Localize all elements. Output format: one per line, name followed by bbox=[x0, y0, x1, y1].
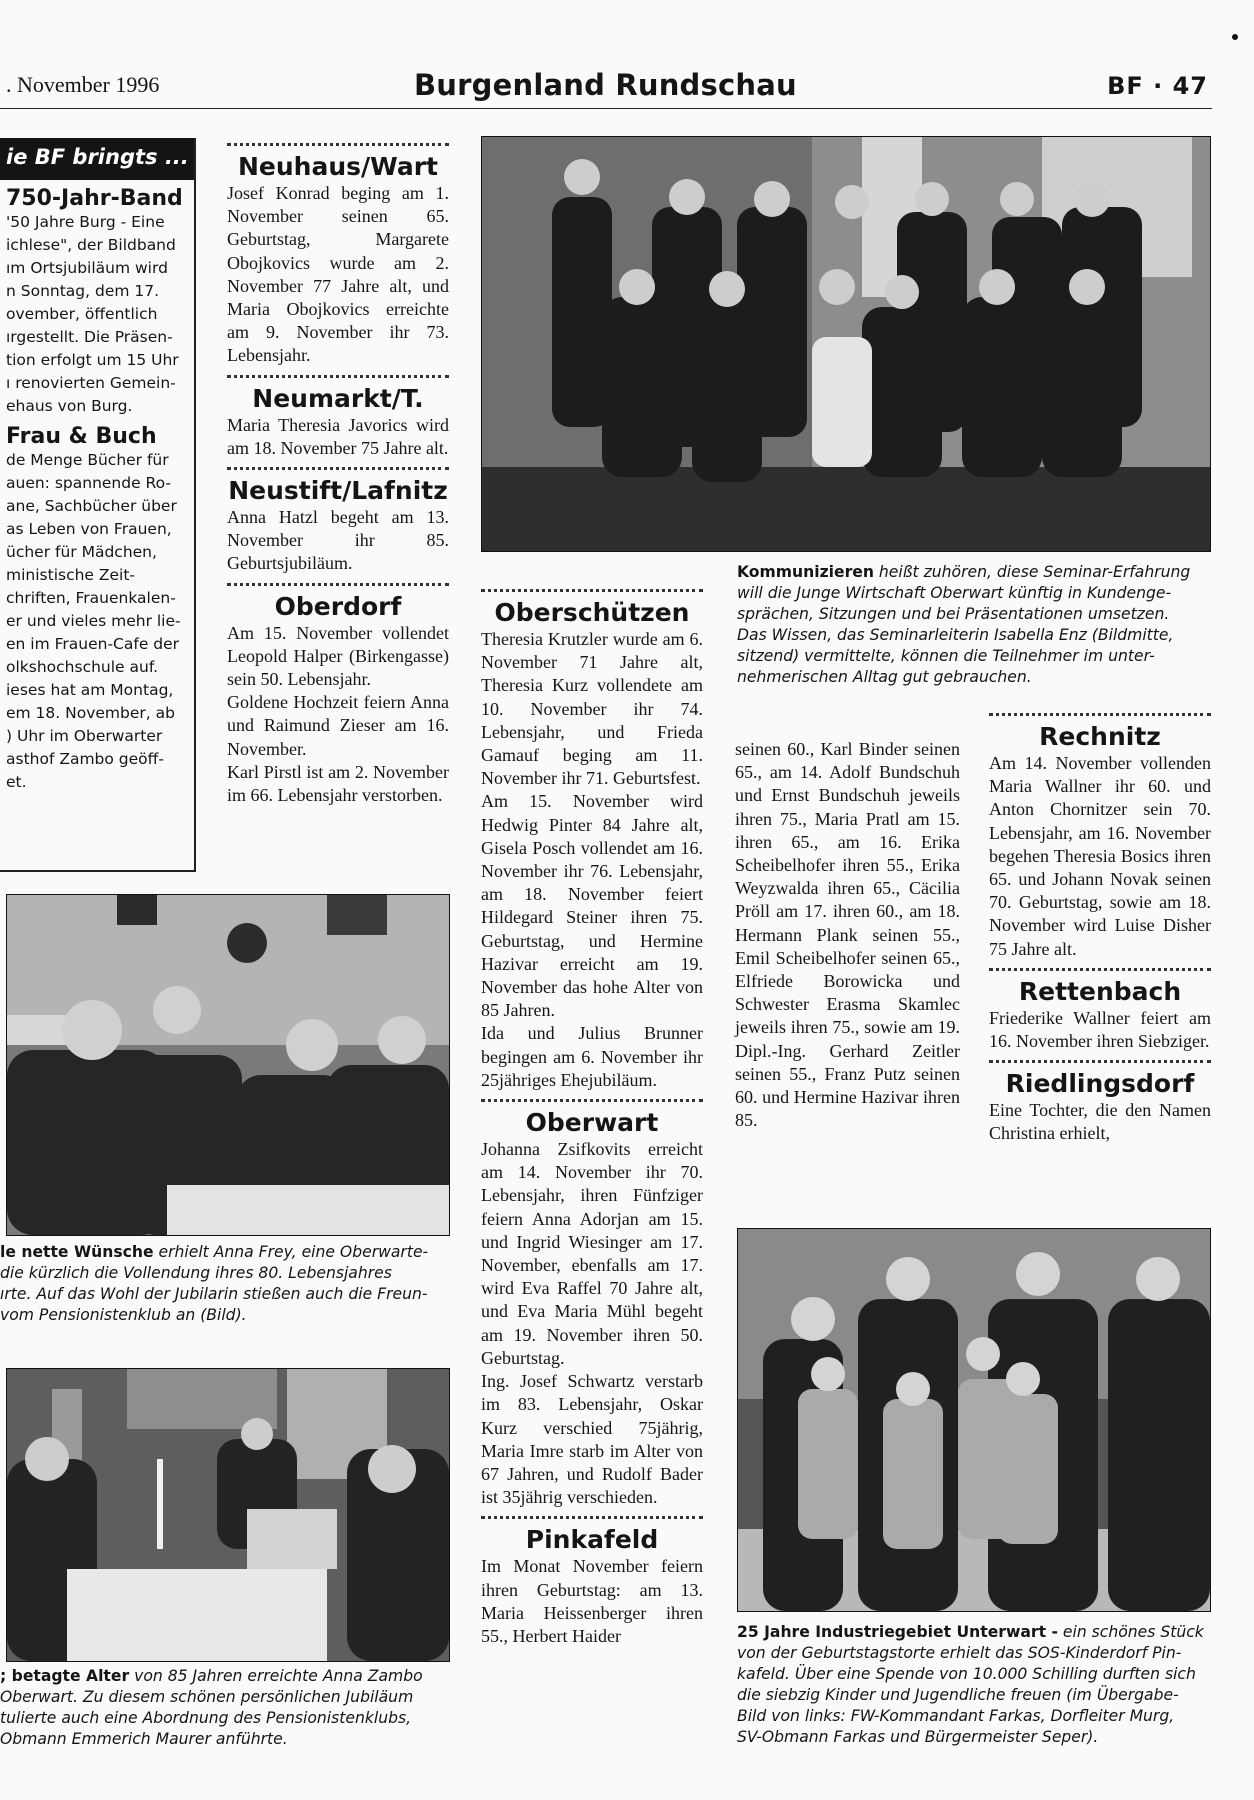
zambo-caption-line: von 85 Jahren erreichte Anna Zambo bbox=[129, 1667, 423, 1685]
sidebar-text-line: ım Ortsjubiläum wird bbox=[6, 259, 168, 277]
seminar-caption-lead: Kommunizieren bbox=[737, 563, 874, 581]
sidebar-text-line: ovember, öffentlich bbox=[6, 305, 158, 323]
sidebar-text-line: ) Uhr im Oberwarter bbox=[6, 727, 163, 745]
dotted-separator bbox=[481, 589, 703, 592]
column-birthdays-3 bbox=[735, 738, 960, 1132]
industrie-caption-line: von der Geburtstagstorte erhielt das SOS-Kinderdorf Pin- bbox=[737, 1644, 1182, 1662]
industrie-caption-line: kafeld. Über eine Spende von 10.000 Schilling durften sich bbox=[737, 1665, 1196, 1683]
sidebar-text-line: '50 Jahre Burg - Eine bbox=[6, 213, 165, 231]
sidebar-text-line: ministische Zeit- bbox=[6, 566, 136, 584]
notice-paragraph: Anna Hatzl begeht am 13. November ihr 85. Geburtsjubiläum. bbox=[227, 507, 449, 574]
frey-caption-lead: le nette Wünsche bbox=[0, 1243, 154, 1261]
frey-caption bbox=[0, 1242, 455, 1326]
sidebar-text-line: ücher für Mädchen, bbox=[6, 543, 157, 561]
frey-caption-line: vom Pensionistenklub an (Bild). bbox=[0, 1306, 247, 1324]
seminar-caption bbox=[737, 562, 1213, 688]
sidebar-text-line: olkshochschule auf. bbox=[6, 658, 159, 676]
sidebar-section-title: 750-Jahr-Band bbox=[6, 186, 183, 211]
notice-paragraph: Theresia Krutzler wurde am 6. November 71 Jahre alt, Theresia Kurz vollendete am 10. November ihr 74. Lebensjahr, und Frieda Gamauf beging am 11. November ihr 71. Geburtsfest. bbox=[481, 629, 703, 789]
sidebar-text-line: er und vieles mehr lie- bbox=[6, 612, 181, 630]
industrie-caption-line: SV-Obmann Farkas und Bürgermeister Seper). bbox=[737, 1728, 1099, 1746]
notice-paragraph: Am 15. November vollendet Leopold Halper (Birkengasse) sein 50. Lebensjahr. bbox=[227, 622, 449, 690]
page-number: BF · 47 bbox=[1107, 72, 1208, 100]
notice-paragraph: Ing. Josef Schwartz verstarb im 83. Lebensjahr, Oskar Kurz verschied 75jährig, Maria Imre starb im Alter von 67 Jahren, und Rudolf Bader ist 35jährig verschieden. bbox=[481, 1371, 703, 1508]
dotted-separator bbox=[227, 467, 449, 470]
place-heading: Riedlingsdorf bbox=[1005, 1069, 1195, 1099]
column-birthdays-4 bbox=[989, 706, 1211, 1146]
industrie-caption-line: ein schönes Stück bbox=[1057, 1623, 1204, 1641]
zambo-caption bbox=[0, 1666, 455, 1750]
place-heading: Neuhaus/Wart bbox=[238, 152, 438, 181]
industrie-caption bbox=[737, 1622, 1213, 1748]
sidebar-text-line: auen: spannende Ro- bbox=[6, 474, 171, 492]
notice-paragraph: Im Monat November feiern ihren Geburtstag: am 13. Maria Heissenberger ihren 55., Herbert Haider bbox=[481, 1556, 703, 1646]
notice-paragraph: Maria Theresia Javorics wird am 18. November 75 Jahre alt. bbox=[227, 414, 449, 458]
column-birthdays-2 bbox=[481, 582, 703, 1648]
seminar-caption-line: will die Junge Wirtschaft Oberwart künftig in Kundenge- bbox=[737, 584, 1172, 602]
sidebar-text-line: et. bbox=[6, 773, 27, 791]
dotted-separator bbox=[989, 713, 1211, 716]
sidebar-heading: ie BF bringts ... bbox=[0, 138, 194, 180]
sidebar-text-line: em 18. November, ab bbox=[6, 704, 175, 722]
notice-paragraph: Friederike Wallner feiert am 16. November ihren Siebziger. bbox=[989, 1007, 1211, 1052]
zambo-caption-line: Oberwart. Zu diesem schönen persönlichen Jubiläum bbox=[0, 1688, 414, 1706]
sidebar-text-line: ieses hat am Montag, bbox=[6, 681, 174, 699]
notice-paragraph: Johanna Zsifkovits erreicht am 14. November ihr 70. Lebensjahr, ihren Fünfziger feiern Anna Adorjan am 15. und Ingrid Wiesinger am 17. November, ebenfalls am 17. wird Eva Raffel 70 Jahre alt, und Eva Maria Mühl begeht am 19. November ihren 50. Geburtstag. bbox=[481, 1139, 703, 1368]
notice-paragraph: Josef Konrad beging am 1. November seinen 65. Geburtstag, Margarete Obojkovics wurde am 2. November 77 Jahre alt, und Maria Obojkovics erreichte am 9. November ihr 73. Lebensjahr. bbox=[227, 183, 449, 366]
sidebar-section-title: Frau & Buch bbox=[6, 424, 157, 449]
dotted-separator bbox=[227, 375, 449, 378]
issue-date: . November 1996 bbox=[6, 72, 160, 97]
notice-paragraph: seinen 60., Karl Binder seinen 65., am 14. Adolf Bundschuh und Ernst Bundschuh jeweils ihren 75., Maria Pratl am 15. ihren 65., am 16. Erika Scheibelhofer ihren 55., Erika Weyzwalda ihren 65., Cäcilia Pröll am 17. ihren 60., am 18. Hermann Plank seinen 55., Emil Scheibelhofer seinen 65., Elfriede Borowicka und Schwester Erasma Skamlec jeweils ihren 75., sowie am 19. Dipl.-Ing. Gerhard Zeitler seinen 55., Franz Putz seinen 60. und Hermine Hazivar ihren 85. bbox=[735, 739, 960, 1131]
dotted-separator bbox=[481, 1516, 703, 1519]
place-heading: Rechnitz bbox=[1039, 722, 1161, 751]
place-heading: Oberschützen bbox=[494, 598, 690, 627]
sidebar-box bbox=[0, 138, 196, 872]
sidebar-text-line: chriften, Frauenkalen- bbox=[6, 589, 176, 607]
zambo-caption-line: tulierte auch eine Abordnung des Pensionistenklubs, bbox=[0, 1709, 412, 1727]
industriegebiet-photo bbox=[737, 1228, 1211, 1612]
sidebar-text-line: ichlese", der Bildband bbox=[6, 236, 176, 254]
sidebar-text-line: ehaus von Burg. bbox=[6, 397, 133, 415]
sidebar-text-line: n Sonntag, dem 17. bbox=[6, 282, 160, 300]
notice-paragraph: Am 15. November wird Hedwig Pinter 84 Jahre alt, Gisela Posch vollendet am 16. November ihr 76. Lebensjahr, am 18. November feiert Hildegard Steiner ihren 75. Geburtstag, und Hermine Hazivar erreicht am 19. November das hohe Alter von 85 Jahren. bbox=[481, 791, 703, 1021]
notice-paragraph: Karl Pirstl ist am 2. November im 66. Lebensjahr verstorben. bbox=[227, 761, 449, 806]
sidebar-text-line: en im Frauen-Cafe der bbox=[6, 635, 180, 653]
seminar-caption-line: sitzend) vermittelte, können die Teilnehmer im unter- bbox=[737, 647, 1155, 665]
place-heading: Rettenbach bbox=[1018, 976, 1182, 1006]
seminar-caption-line: heißt zuhören, diese Seminar-Erfahrung bbox=[873, 563, 1191, 581]
place-heading: Neustift/Lafnitz bbox=[228, 476, 448, 506]
column-birthdays-1 bbox=[227, 136, 449, 807]
seminar-caption-line: nehmerischen Alltag gut gebrauchen. bbox=[737, 668, 1032, 686]
industrie-caption-line: die siebzig Kinder und Jugendliche freuen (im Übergabe- bbox=[737, 1686, 1179, 1704]
sidebar-text-line: asthof Zambo geöff- bbox=[6, 750, 164, 768]
anna-zambo-photo bbox=[6, 1368, 450, 1662]
industrie-caption-lead: 25 Jahre Industriegebiet Unterwart - bbox=[737, 1623, 1058, 1641]
newspaper-title: Burgenland Rundschau bbox=[414, 68, 797, 102]
scan-speck bbox=[1232, 34, 1238, 40]
dotted-separator bbox=[989, 968, 1211, 971]
sidebar-text-line: de Menge Bücher für bbox=[6, 451, 169, 469]
sidebar-text-line: as Leben von Frauen, bbox=[6, 520, 172, 538]
anna-frey-photo bbox=[6, 894, 450, 1236]
notice-paragraph: Ida und Julius Brunner begingen am 6. November ihr 25jähriges Ehejubiläum. bbox=[481, 1023, 703, 1090]
frey-caption-line: erhielt Anna Frey, eine Oberwarte- bbox=[153, 1243, 429, 1261]
sidebar-text-line: ı renovierten Gemein- bbox=[6, 374, 176, 392]
place-heading: Oberwart bbox=[525, 1108, 659, 1138]
notice-paragraph: Am 14. November vollenden Maria Wallner ihr 60. und Anton Chornitzer sein 70. Lebensjahr, am 16. November begehen Theresia Bosics ihren 65. und Johann Novak seinen 70. Geburtstag, sowie am 18. November wird Luise Disher 75 Jahre alt. bbox=[989, 753, 1211, 959]
seminar-caption-line: sprächen, Sitzungen und bei Präsentationen umsetzen. bbox=[737, 605, 1170, 623]
industrie-caption-line: Bild von links: FW-Kommandant Farkas, Dorfleiter Murg, bbox=[737, 1707, 1175, 1725]
notice-paragraph: Goldene Hochzeit feiern Anna und Raimund Zieser am 16. November. bbox=[227, 692, 449, 759]
sidebar-text-line: tion erfolgt um 15 Uhr bbox=[6, 351, 179, 369]
zambo-caption-lead: ; betagte Alter bbox=[0, 1667, 130, 1685]
frey-caption-line: ırte. Auf das Wohl der Jubilarin stießen auch die Freun- bbox=[0, 1285, 428, 1303]
zambo-caption-line: Obmann Emmerich Maurer anführte. bbox=[0, 1730, 288, 1748]
sidebar-text-line: ırgestellt. Die Präsen- bbox=[6, 328, 173, 346]
sidebar-text-line: ane, Sachbücher über bbox=[6, 497, 177, 515]
frey-caption-line: die kürzlich die Vollendung ihres 80. Lebensjahres bbox=[0, 1264, 392, 1282]
sidebar-body bbox=[0, 186, 194, 794]
dotted-separator bbox=[227, 143, 449, 146]
place-heading: Oberdorf bbox=[274, 591, 402, 621]
dotted-separator bbox=[989, 1060, 1211, 1063]
dotted-separator bbox=[481, 1099, 703, 1102]
notice-paragraph: Eine Tochter, die den Namen Christina erhielt, bbox=[989, 1100, 1211, 1144]
place-heading: Neumarkt/T. bbox=[252, 383, 424, 413]
place-heading: Pinkafeld bbox=[525, 1525, 659, 1555]
dotted-separator bbox=[227, 583, 449, 586]
seminar-caption-line: Das Wissen, das Seminarleiterin Isabella Enz (Bildmitte, bbox=[737, 626, 1174, 644]
header-rule bbox=[0, 108, 1212, 109]
seminar-group-photo bbox=[481, 136, 1211, 552]
